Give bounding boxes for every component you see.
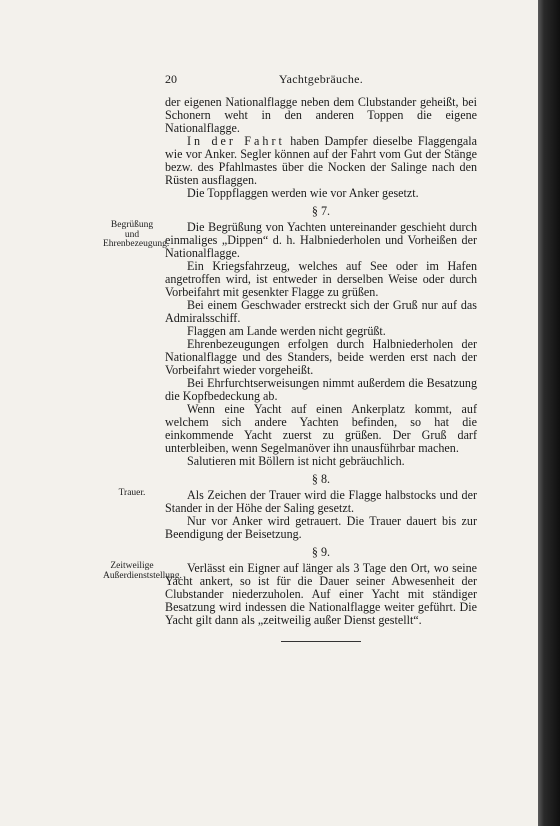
- section-7-first: [103, 220, 477, 260]
- fahrt-paragraph: [165, 135, 477, 187]
- section-7-paragraph: Die Begrüßung von Yachten untereinander geschieht durch einmaliges „Dippen“ d. h. Halbniederholen und Vorheißen der Nationalflagge.: [165, 220, 477, 260]
- section-9-paragraph: Verlässt ein Eigner auf länger als 3 Tage den Ort, wo seine Yacht ankert, so ist für die Dauer seiner Abwesenheit der Clubstander niederzuholen. Auf einer Yacht mit ständiger Besatzung wird indessen die Nationalflagge weiter geführt. Die Yacht gilt dann als „zeitweilig außer Dienst gestellt“.: [165, 561, 477, 627]
- section-7-paragraph: Flaggen am Lande werden nicht gegrüßt.: [187, 324, 386, 338]
- fahrt-lead-text: In der Fahrt: [187, 134, 285, 148]
- section-7-paragraph: Bei Ehrfurchtserweisungen nimmt außerdem die Besatzung die Kopfbedeckung ab.: [165, 376, 477, 403]
- topp-paragraph: Die Toppflaggen werden wie vor Anker gesetzt.: [187, 186, 419, 200]
- section-7-paragraph: Ein Kriegsfahrzeug, welches auf See oder im Hafen angetroffen wird, ist entweder in derselben Weise oder durch Vorbeifahrt mit gesenkter Flagge zu grüßen.: [165, 259, 477, 299]
- page-number: 20: [165, 72, 177, 86]
- page-body: [103, 95, 477, 642]
- section-7-paragraph: Salutieren mit Böllern ist nicht gebräuchlich.: [187, 454, 405, 468]
- section-8-paragraph: Nur vor Anker wird getrauert. Die Trauer dauert bis zur Beendigung der Beisetzung.: [165, 514, 477, 541]
- margin-note-decommission: Zeitweilige Außerdienststellung.: [103, 561, 182, 581]
- section-9-heading: § 9.: [311, 545, 331, 559]
- end-divider: [281, 641, 361, 642]
- book-edge: [538, 0, 560, 826]
- section-8-heading: § 8.: [311, 472, 331, 486]
- section-9-first: [103, 561, 477, 627]
- section-7-paragraph: Wenn eine Yacht auf einen Ankerplatz kommt, auf welchem sich andere Yachten befinden, so hat die einkommende Yacht zuerst zu grüßen. Der Gruß darf unterbleiben, wenn Segelmanöver ihn unausführbar machen.: [165, 402, 477, 455]
- section-8-paragraph: Als Zeichen der Trauer wird die Flagge halbstocks und der Stander in der Höhe der Saling gesetzt.: [165, 488, 477, 515]
- section-8-first: [118, 488, 477, 515]
- section-7-paragraph: Ehrenbezeugungen erfolgen durch Halbniederholen der Nationalflagge und des Standers, beide werden erst nach der Vorbeifahrt wieder vorgeheißt.: [165, 337, 477, 377]
- margin-note-mourning: Trauer.: [118, 488, 146, 498]
- section-7-paragraph: Bei einem Geschwader erstreckt sich der Gruß nur auf das Admiralsschiff.: [165, 298, 477, 325]
- page-header: [165, 72, 477, 88]
- intro-paragraph: der eigenen Nationalflagge neben dem Clubstander geheißt, bei Schonern weht in den anderen Toppen die eigene Nationalflagge.: [165, 95, 477, 135]
- margin-note-greeting: Begrüßung und Ehrenbezeugung.: [103, 220, 170, 249]
- section-7-heading: § 7.: [311, 204, 331, 218]
- fahrt-rest-text: haben Dampfer dieselbe Flaggengala wie vor Anker. Segler können auf der Fahrt vom Gut der Stänge bezw. des Pfahlmastes über die Nocken der Salinge nach den Rüsten ausflaggen.: [165, 134, 477, 187]
- running-title: Yachtgebräuche.: [278, 72, 364, 86]
